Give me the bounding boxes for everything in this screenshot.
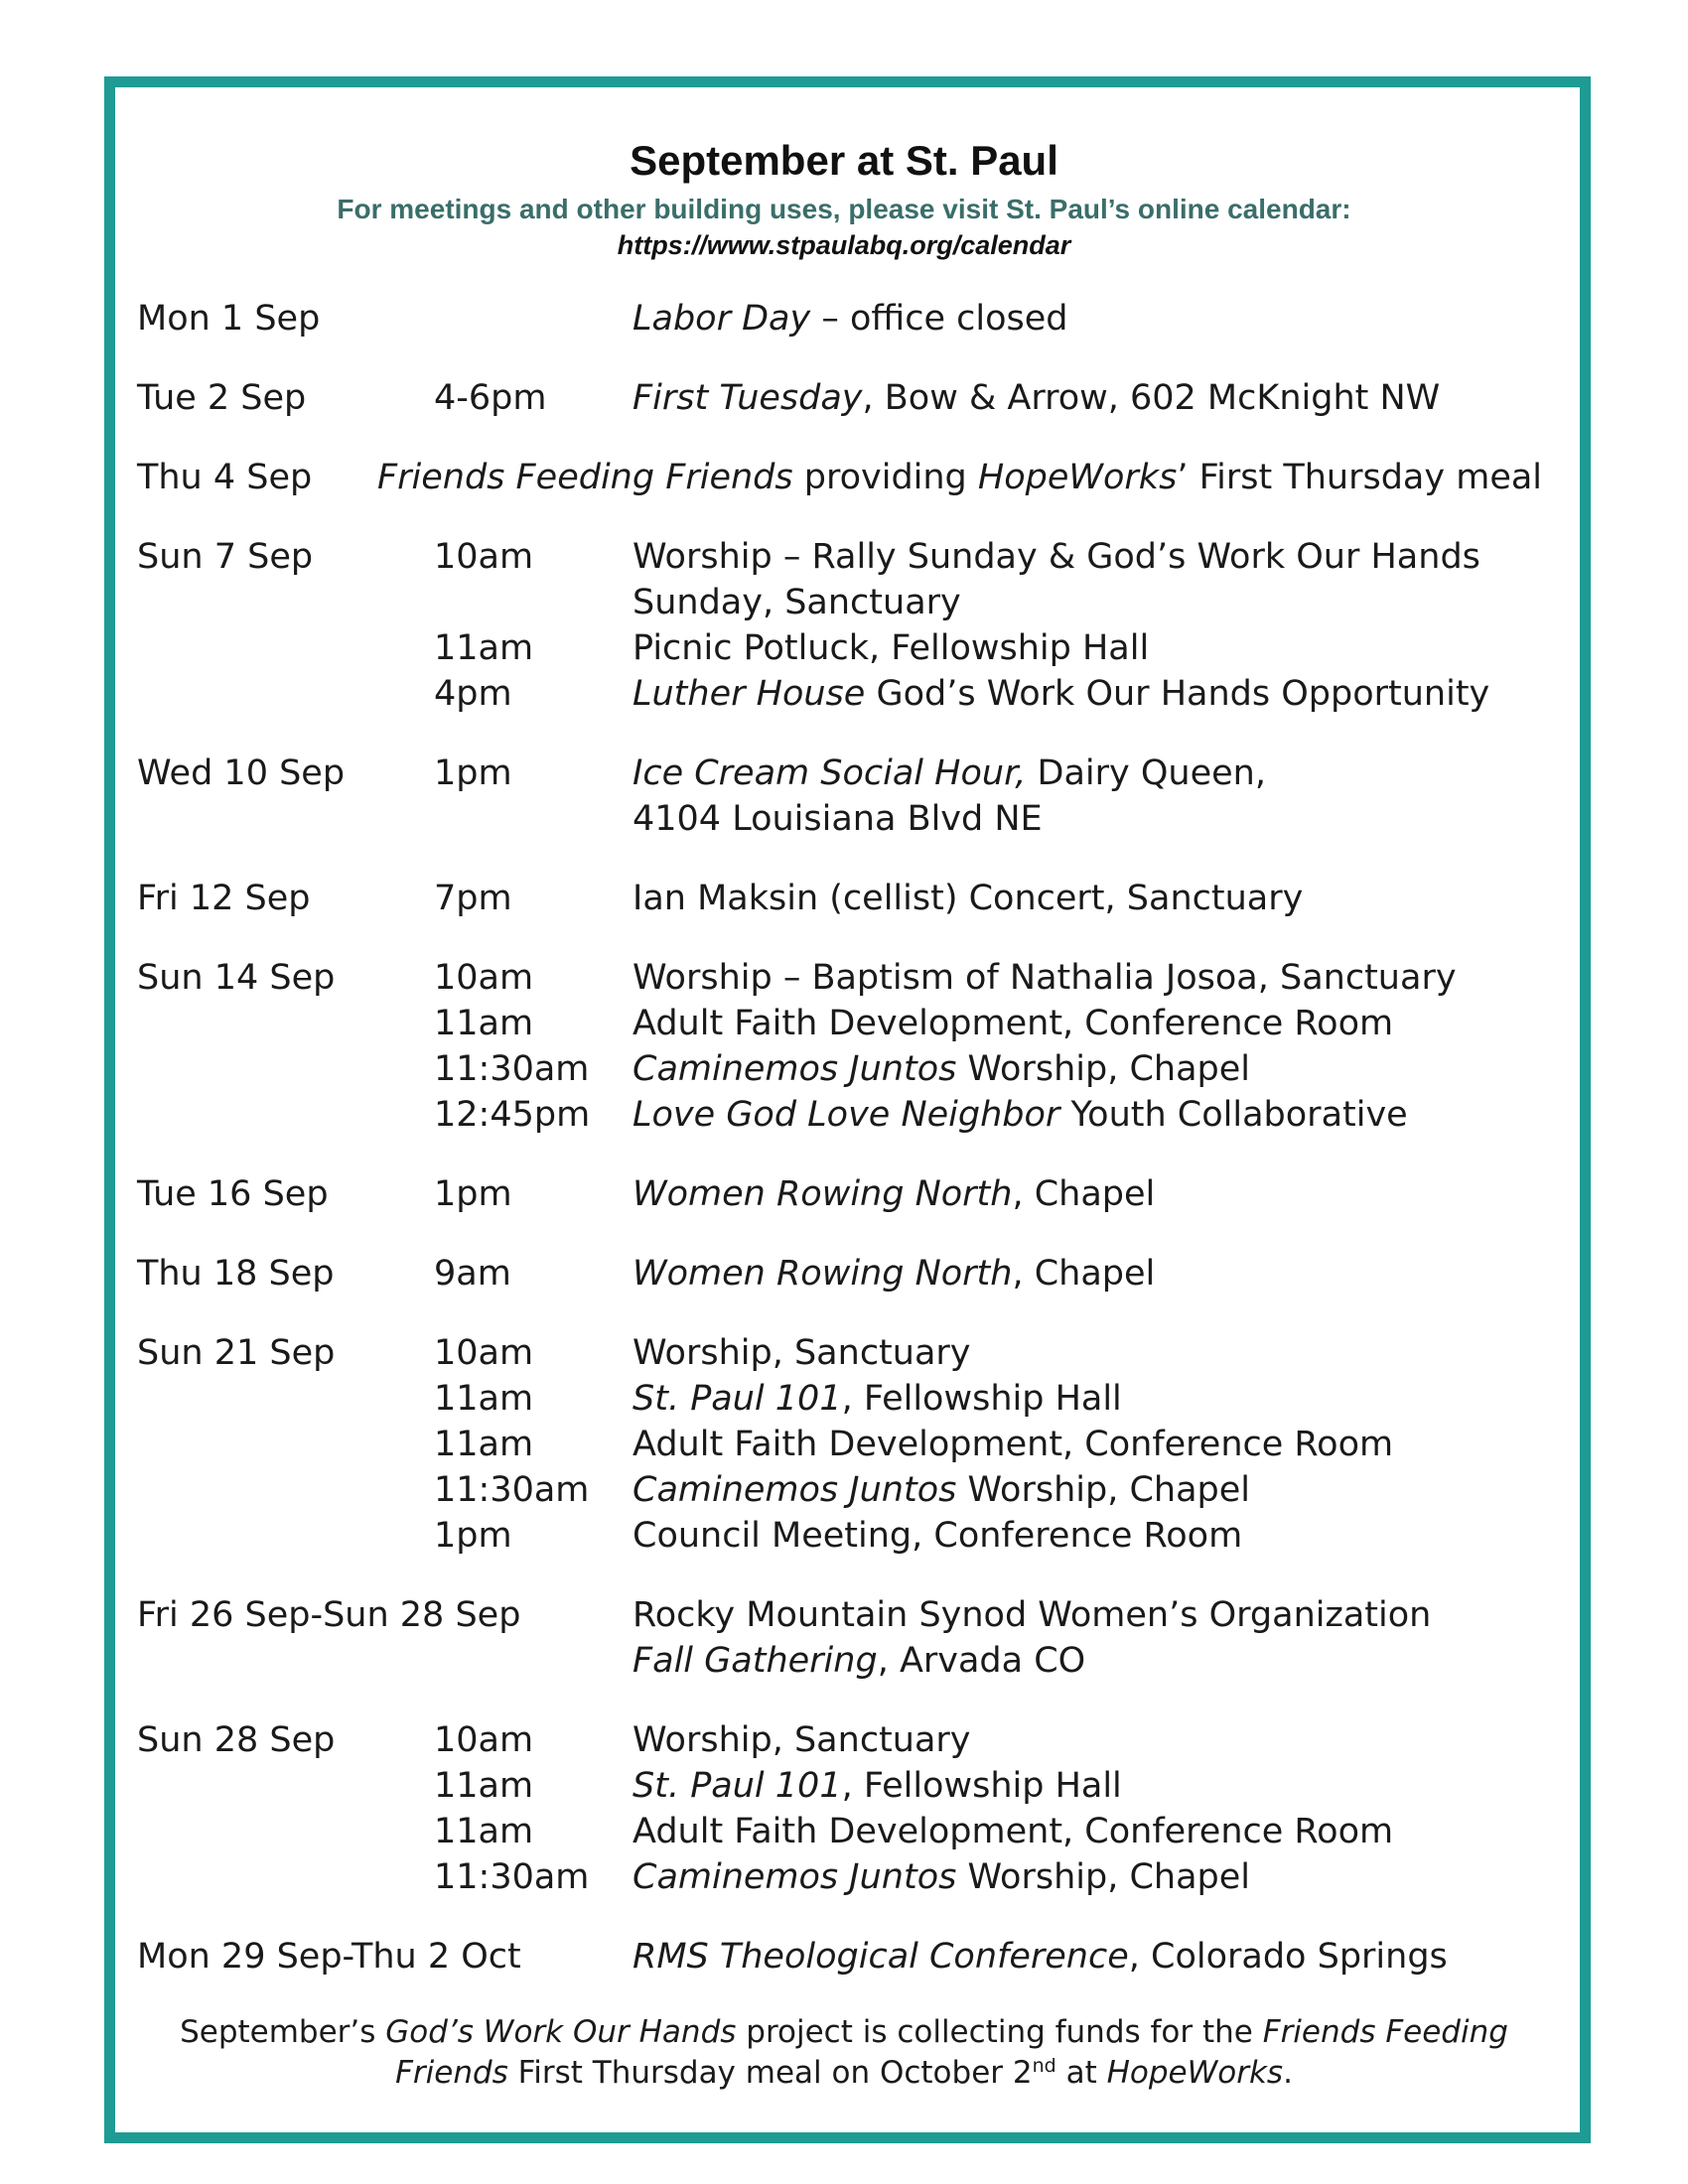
event-date: Fri 26 Sep-Sun 28 Sep bbox=[137, 1595, 521, 1635]
event-times: 10am 11am 11am 11:30am bbox=[434, 1720, 590, 1897]
event-descriptions: Worship – Rally Sunday & God’s Work Our Hands Sunday, Sanctuary Picnic Potluck, Fellowship Hall Luther House God’s Work Our Hands Opportunity bbox=[633, 537, 1490, 714]
event-description: Women Rowing North, Chapel bbox=[633, 1174, 1156, 1214]
event-description: Ian Maksin (cellist) Concert, Sanctuary bbox=[633, 879, 1304, 918]
event-times: 10am 11am 4pm bbox=[434, 537, 534, 714]
event-time: 4-6pm bbox=[434, 378, 547, 418]
event-descriptions: Worship, Sanctuary St. Paul 101, Fellowship Hall Adult Faith Development, Conference Room Caminemos Juntos Worship, Chapel bbox=[633, 1720, 1394, 1897]
event-times: 10am 11am 11:30am 12:45pm bbox=[434, 958, 591, 1135]
event-date: Mon 1 Sep bbox=[137, 299, 321, 339]
event-date: Sun 14 Sep bbox=[137, 958, 336, 998]
event-time: 9am bbox=[434, 1254, 511, 1294]
event-descriptions: Worship – Baptism of Nathalia Josoa, Sanctuary Adult Faith Development, Conference Room Caminemos Juntos Worship, Chapel Love God Love Neighbor Youth Collaborative bbox=[633, 958, 1457, 1135]
event-date: Sun 21 Sep bbox=[137, 1333, 336, 1373]
event-time: 7pm bbox=[434, 879, 512, 918]
event-date: Thu 4 Sep bbox=[137, 458, 313, 497]
event-date: Wed 10 Sep bbox=[137, 753, 346, 793]
calendar-note: For meetings and other building uses, please visit St. Paul’s online calendar: bbox=[337, 194, 1351, 224]
event-description: First Tuesday, Bow & Arrow, 602 McKnight NW bbox=[633, 378, 1441, 418]
event-date: Thu 18 Sep bbox=[137, 1254, 335, 1294]
event-description: RMS Theological Conference, Colorado Springs bbox=[633, 1937, 1448, 1977]
footer-note: September’s God’s Work Our Hands project is collecting funds for the Friends Feeding Friends First Thursday meal on October 2nd at HopeWorks. bbox=[180, 2014, 1508, 2091]
event-description: Women Rowing North, Chapel bbox=[633, 1254, 1156, 1294]
event-description: Labor Day – office closed bbox=[633, 299, 1068, 339]
event-date: Fri 12 Sep bbox=[137, 879, 311, 918]
event-description: Ice Cream Social Hour, Dairy Queen, 4104 Louisiana Blvd NE bbox=[633, 753, 1266, 839]
event-date: Tue 16 Sep bbox=[137, 1174, 329, 1214]
event-description: Rocky Mountain Synod Women’s Organization Fall Gathering, Arvada CO bbox=[633, 1595, 1432, 1681]
event-time: 1pm bbox=[434, 753, 512, 793]
calendar-link[interactable]: https://www.stpaulabq.org/calendar bbox=[617, 230, 1071, 260]
event-times: 10am 11am 11am 11:30am 1pm bbox=[434, 1333, 590, 1556]
event-date: Tue 2 Sep bbox=[137, 378, 307, 418]
page-title: September at St. Paul bbox=[630, 137, 1058, 184]
event-time: 1pm bbox=[434, 1174, 512, 1214]
event-date: Mon 29 Sep-Thu 2 Oct bbox=[137, 1937, 521, 1977]
event-date: Sun 28 Sep bbox=[137, 1720, 336, 1760]
event-date: Sun 7 Sep bbox=[137, 537, 314, 577]
event-descriptions: Worship, Sanctuary St. Paul 101, Fellowship Hall Adult Faith Development, Conference Room Caminemos Juntos Worship, Chapel Council Meeting, Conference Room bbox=[633, 1333, 1394, 1556]
event-description: Friends Feeding Friends providing HopeWorks’ First Thursday meal bbox=[377, 458, 1543, 497]
